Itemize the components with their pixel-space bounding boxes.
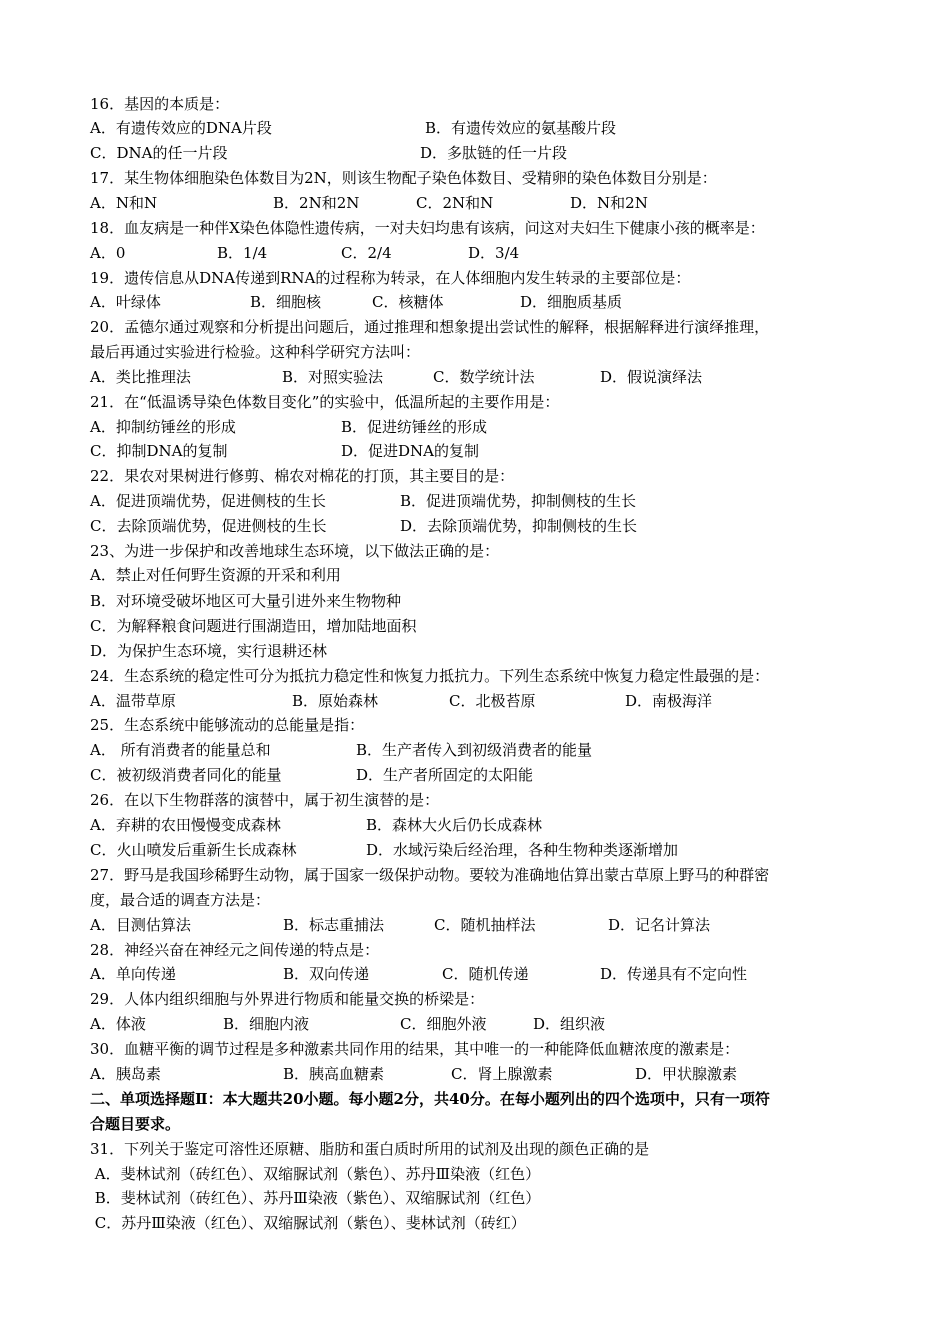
question-text: 度，最合适的调查方法是： bbox=[90, 891, 271, 909]
answer-option: A．目测估算法 bbox=[90, 916, 191, 934]
answer-option: B．双向传递 bbox=[283, 965, 370, 983]
question-text: A．禁止对任何野生资源的开采和利用 bbox=[90, 566, 341, 584]
question-text: 21．在“低温诱导染色体数目变化”的实验中，低温所起的主要作用是： bbox=[90, 393, 560, 411]
answer-option: A．单向传递 bbox=[90, 965, 176, 983]
answer-option: C．被初级消费者同化的能量 bbox=[90, 766, 282, 784]
answer-option: B．2N和2N bbox=[273, 194, 360, 212]
answer-option: D．促进DNA的复制 bbox=[341, 442, 480, 460]
answer-option: D．组织液 bbox=[533, 1015, 606, 1033]
answer-option: D．南极海洋 bbox=[625, 692, 713, 710]
question-text: D．为保护生态环境，实行退耕还林 bbox=[90, 642, 328, 660]
question-text: 28．神经兴奋在神经元之间传递的特点是： bbox=[90, 941, 380, 959]
answer-option: D．假说演绎法 bbox=[600, 368, 703, 386]
question-text: 19．遗传信息从DNA传递到RNA的过程称为转录，在人体细胞内发生转录的主要部位是： bbox=[90, 269, 691, 287]
answer-option: C．随机传递 bbox=[442, 965, 529, 983]
answer-option: D．传递具有不定向性 bbox=[600, 965, 748, 983]
question-text: 27．野马是我国珍稀野生动物，属于国家一级保护动物。要较为准确地估算出蒙古草原上野马的种群密 bbox=[90, 866, 770, 884]
answer-option: B．对照实验法 bbox=[282, 368, 384, 386]
answer-option: D．记名计算法 bbox=[608, 916, 711, 934]
answer-option: C．DNA的任一片段 bbox=[90, 144, 228, 162]
answer-option: A．叶绿体 bbox=[90, 293, 161, 311]
answer-option: B．促进纺锤丝的形成 bbox=[341, 418, 488, 436]
answer-option: D．多肽链的任一片段 bbox=[420, 144, 568, 162]
answer-option: A．0 bbox=[90, 244, 126, 262]
answer-option: A．体液 bbox=[90, 1015, 146, 1033]
answer-option: A．胰岛素 bbox=[90, 1065, 161, 1083]
answer-option: C．肾上腺激素 bbox=[451, 1065, 553, 1083]
answer-option: D．甲状腺激素 bbox=[635, 1065, 738, 1083]
question-text: 30．血糖平衡的调节过程是多种激素共同作用的结果，其中唯一的一种能降低血糖浓度的激素是： bbox=[90, 1040, 740, 1058]
answer-option: C．细胞外液 bbox=[400, 1015, 487, 1033]
answer-option: D．细胞质基质 bbox=[520, 293, 623, 311]
answer-option: B．原始森林 bbox=[292, 692, 379, 710]
section-heading: 合题目要求。 bbox=[90, 1115, 181, 1133]
answer-option: A．促进顶端优势，促进侧枝的生长 bbox=[90, 492, 326, 510]
question-text: 26．在以下生物群落的演替中，属于初生演替的是： bbox=[90, 791, 440, 809]
answer-option: A．N和N bbox=[90, 194, 158, 212]
answer-option: B．1/4 bbox=[217, 244, 268, 262]
answer-option: C．核糖体 bbox=[372, 293, 444, 311]
question-text: C．为解释粮食问题进行围湖造田，增加陆地面积 bbox=[90, 617, 417, 635]
question-text: B．对环境受破坏地区可大量引进外来生物物种 bbox=[90, 592, 402, 610]
question-text: 最后再通过实验进行检验。这种科学研究方法叫： bbox=[90, 343, 421, 361]
question-text: 18．血友病是一种伴X染色体隐性遗传病，一对夫妇均患有该病，问这对夫妇生下健康小孩的概率是： bbox=[90, 219, 765, 237]
question-text: 17．某生物体细胞染色体数目为2N，则该生物配子染色体数目、受精卵的染色体数目分别是： bbox=[90, 169, 717, 187]
answer-option: C．去除顶端优势，促进侧枝的生长 bbox=[90, 517, 327, 535]
answer-option: B．森林大火后仍长成森林 bbox=[366, 816, 543, 834]
answer-option: A． 所有消费者的能量总和 bbox=[90, 741, 271, 759]
question-text: 23、为进一步保护和改善地球生态环境，以下做法正确的是： bbox=[90, 542, 500, 560]
question-text: 16．基因的本质是： bbox=[90, 95, 230, 113]
answer-option: B．标志重捕法 bbox=[283, 916, 385, 934]
answer-option: C．北极苔原 bbox=[449, 692, 536, 710]
question-text: 22．果农对果树进行修剪、棉农对棉花的打顶，其主要目的是： bbox=[90, 467, 515, 485]
answer-option: A．抑制纺锤丝的形成 bbox=[90, 418, 236, 436]
answer-option: C．数学统计法 bbox=[433, 368, 535, 386]
question-text: 29．人体内组织细胞与外界进行物质和能量交换的桥梁是： bbox=[90, 990, 485, 1008]
answer-option: C．火山喷发后重新生长成森林 bbox=[90, 841, 297, 859]
section-heading: 二、单项选择题Ⅱ：本大题共20小题。每小题2分，共40分。在每小题列出的四个选项中，只有一项符 bbox=[90, 1090, 770, 1108]
answer-option: D．生产者所固定的太阳能 bbox=[356, 766, 534, 784]
answer-option: B．胰高血糖素 bbox=[283, 1065, 385, 1083]
question-text: A．斐林试剂（砖红色）、双缩脲试剂（紫色）、苏丹Ⅲ染液（红色） bbox=[90, 1165, 541, 1183]
question-text: 31．下列关于鉴定可溶性还原糖、脂肪和蛋白质时所用的试剂及出现的颜色正确的是 bbox=[90, 1140, 650, 1158]
answer-option: C．2N和N bbox=[416, 194, 494, 212]
question-text: B．斐林试剂（砖红色）、苏丹Ⅲ染液（紫色）、双缩脲试剂（红色） bbox=[90, 1189, 541, 1207]
question-text: 24．生态系统的稳定性可分为抵抗力稳定性和恢复力抵抗力。下列生态系统中恢复力稳定性最强的是： bbox=[90, 667, 770, 685]
answer-option: D．水域污染后经治理，各种生物种类逐渐增加 bbox=[366, 841, 679, 859]
answer-option: B．细胞核 bbox=[250, 293, 322, 311]
answer-option: D．N和2N bbox=[570, 194, 648, 212]
answer-option: D．3/4 bbox=[468, 244, 520, 262]
answer-option: D．去除顶端优势，抑制侧枝的生长 bbox=[400, 517, 638, 535]
question-text: C．苏丹Ⅲ染液（红色）、双缩脲试剂（紫色）、斐林试剂（砖红） bbox=[90, 1214, 526, 1232]
answer-option: C．抑制DNA的复制 bbox=[90, 442, 228, 460]
answer-option: B．有遗传效应的氨基酸片段 bbox=[425, 119, 617, 137]
answer-option: A．弃耕的农田慢慢变成森林 bbox=[90, 816, 281, 834]
question-text: 25．生态系统中能够流动的总能量是指： bbox=[90, 716, 365, 734]
answer-option: A．温带草原 bbox=[90, 692, 176, 710]
answer-option: C．随机抽样法 bbox=[434, 916, 536, 934]
answer-option: A．有遗传效应的DNA片段 bbox=[90, 119, 272, 137]
answer-option: B．促进顶端优势，抑制侧枝的生长 bbox=[400, 492, 637, 510]
answer-option: B．生产者传入到初级消费者的能量 bbox=[356, 741, 593, 759]
answer-option: C．2/4 bbox=[341, 244, 392, 262]
answer-option: B．细胞内液 bbox=[223, 1015, 310, 1033]
question-text: 20．孟德尔通过观察和分析提出问题后，通过推理和想象提出尝试性的解释，根据解释进行演绎推理， bbox=[90, 318, 770, 336]
answer-option: A．类比推理法 bbox=[90, 368, 191, 386]
